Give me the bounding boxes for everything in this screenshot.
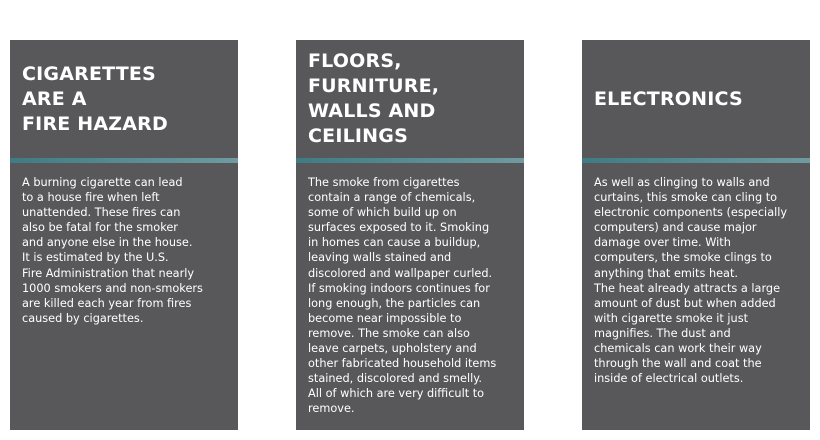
card-title: FLOORS, FURNITURE, WALLS AND CEILINGS — [308, 50, 440, 147]
card-title: CIGARETTES ARE A FIRE HAZARD — [22, 62, 168, 135]
info-card-cigarettes-fire-hazard — [10, 40, 238, 430]
card-header — [582, 40, 810, 158]
card-title: ELECTRONICS — [594, 87, 743, 110]
card-header — [10, 40, 238, 158]
card-body-text: As well as clinging to walls and curtains, this smoke can cling to electronic components (especially computers) and cause major damage over time. With computers, the smoke clings to anything that emits heat. The heat already attracts a large amount of dust but when added with cigarette smoke it just magnifies. The dust and chemicals can work their way through the wall and coat the inside of electrical outlets. — [594, 176, 788, 386]
card-body-text: A burning cigarette can lead to a house fire when left unattended. These fires can also be fatal for the smoker and anyone else in the house. It is estimated by the U.S. Fire Administration that nearly 1000 smokers and non-smokers are killed each year from fires caused by cigarettes. — [22, 176, 203, 325]
card-header — [296, 40, 524, 158]
info-card-electronics — [582, 40, 810, 430]
info-card-floors-furniture — [296, 40, 524, 430]
card-body-text: The smoke from cigarettes contain a range of chemicals, some of which build up on surfaces exposed to it. Smoking in homes can cause a buildup, leaving walls stained and discolored and wallpaper curled. If smoking indoors continues for long enough, the particles can become near impossible to remove. The smoke can also leave carpets, upholstery and other fabricated household items stained, discolored and smelly. All of which are very difficult to remove. — [308, 176, 497, 416]
